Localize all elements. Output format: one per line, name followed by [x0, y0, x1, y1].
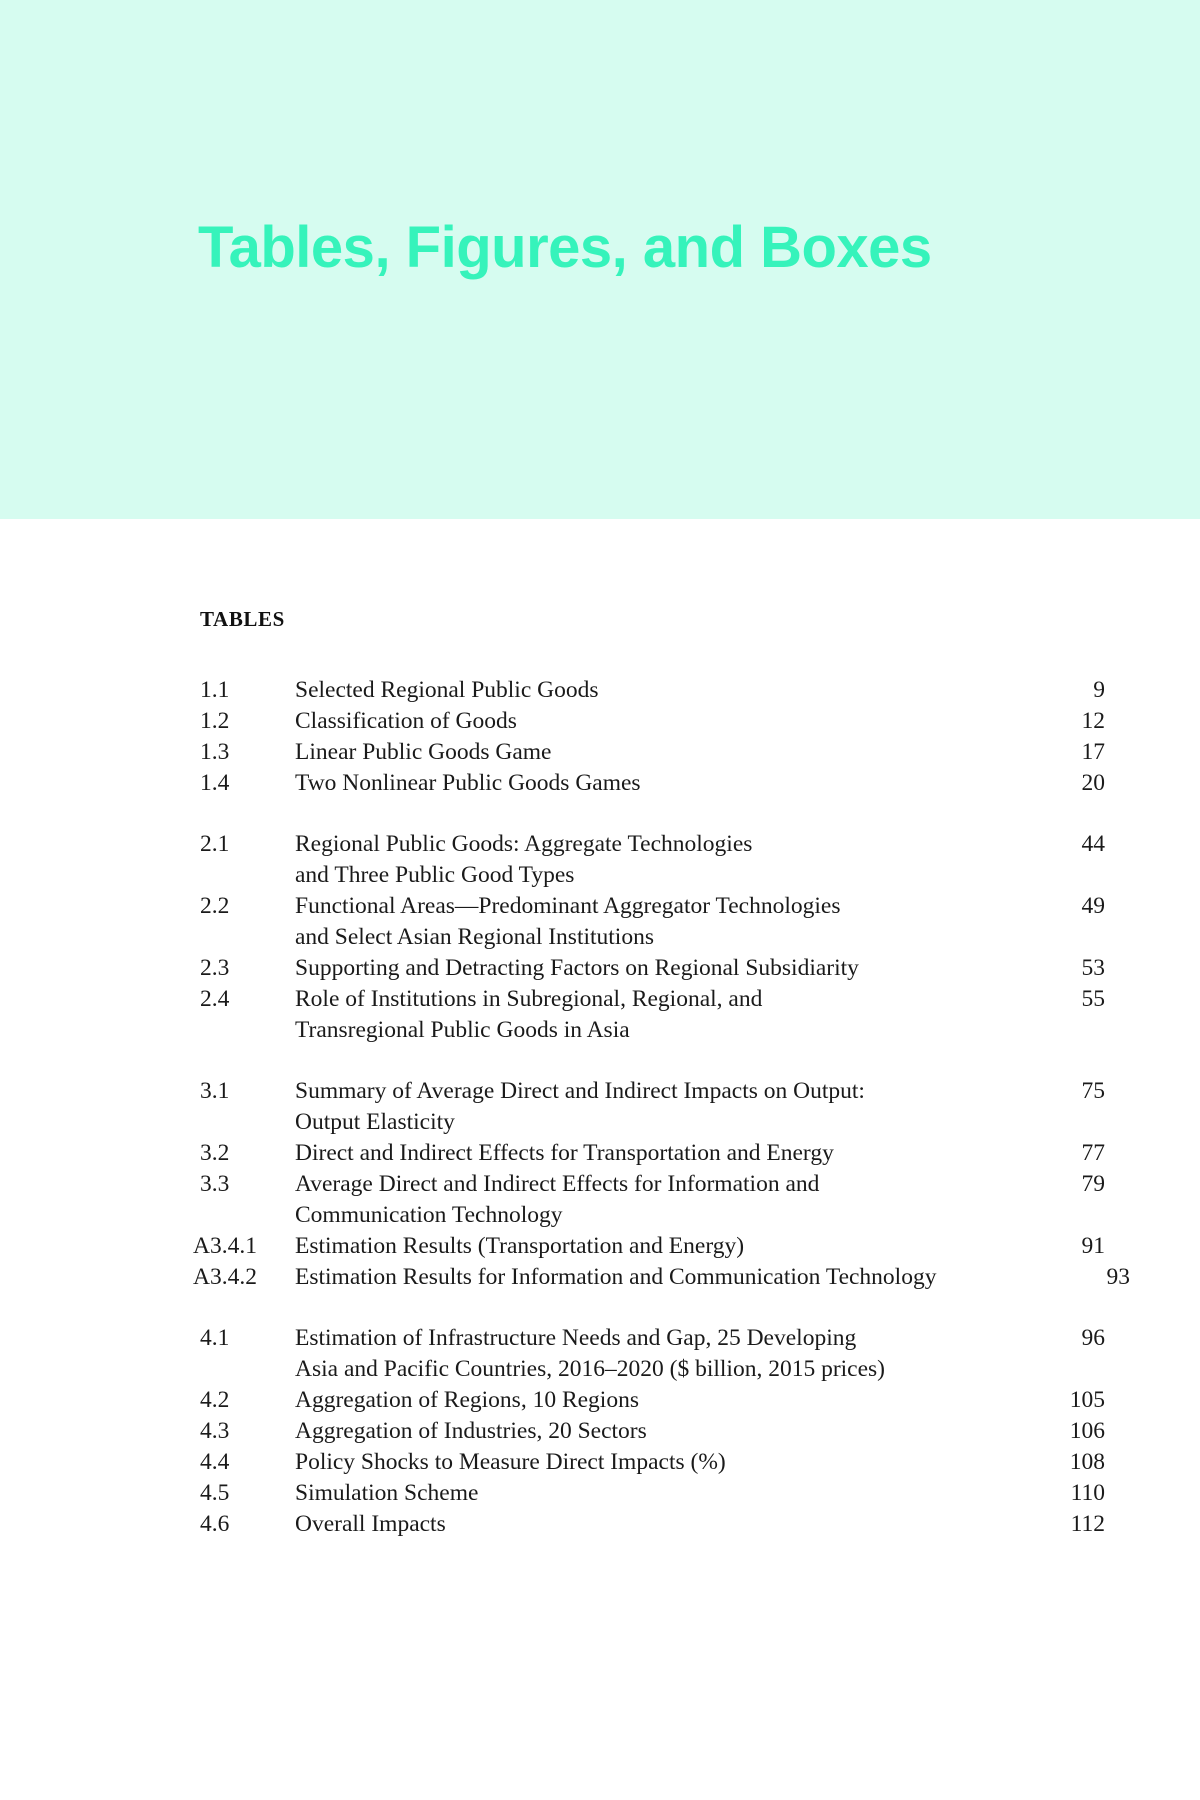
toc-group [0, 675, 1200, 799]
toc-content [0, 519, 1200, 1540]
toc-entry-title: Estimation Results (Transportation and Energy) [295, 1233, 745, 1259]
toc-entry-page-number: 75 [1081, 1078, 1105, 1104]
toc-entry-page-number: 96 [1081, 1325, 1105, 1351]
toc-entry-title-continuation: Asia and Pacific Countries, 2016–2020 ($ billion, 2015 prices) [295, 1356, 886, 1382]
toc-entry-line [0, 706, 1200, 737]
toc-entry-page-number: 44 [1081, 831, 1105, 857]
toc-entry[interactable] [0, 675, 1200, 706]
toc-entry[interactable] [0, 891, 1200, 953]
toc-entry-line [0, 1323, 1200, 1354]
toc-entry-title: Aggregation of Regions, 10 Regions [295, 1387, 639, 1413]
toc-entry-line [0, 1447, 1200, 1478]
toc-entry-title: Simulation Scheme [295, 1480, 479, 1506]
toc-entry-number: 4.6 [200, 1511, 230, 1537]
page-title: Tables, Figures, and Boxes [198, 215, 932, 280]
toc-entry-page-number: 79 [1081, 1171, 1105, 1197]
toc-entry-number: 4.3 [200, 1418, 230, 1444]
toc-entry-page-number: 55 [1081, 986, 1105, 1012]
toc-entry-title: Estimation Results for Information and Communication Technology [295, 1264, 937, 1290]
toc-entry-title-continuation: Output Elasticity [295, 1109, 455, 1135]
toc-entry-title: Regional Public Goods: Aggregate Technologies [295, 831, 753, 857]
toc-entry[interactable] [0, 1416, 1200, 1447]
toc-entry-number: 1.3 [200, 739, 230, 765]
toc-entry-line [0, 675, 1200, 706]
toc-entry-page-number: 91 [1081, 1233, 1105, 1259]
toc-entry[interactable] [0, 1385, 1200, 1416]
toc-entry-line [0, 891, 1200, 922]
toc-entry-page-number: 12 [1081, 708, 1105, 734]
toc-entry-title: Policy Shocks to Measure Direct Impacts (%) [295, 1449, 726, 1475]
toc-entry-page-number: 108 [1069, 1449, 1105, 1475]
toc-entry-title: Linear Public Goods Game [295, 739, 552, 765]
toc-entry-page-number: 93 [1106, 1264, 1130, 1290]
toc-entry-number: 2.1 [200, 831, 230, 857]
toc-group [0, 829, 1200, 1046]
toc-entry-line [0, 1169, 1200, 1200]
toc-entry-number: 4.1 [200, 1325, 230, 1351]
toc-entry-number: 4.5 [200, 1480, 230, 1506]
toc-entry-line [0, 737, 1200, 768]
toc-entry-title: Estimation of Infrastructure Needs and Gap, 25 Developing [295, 1325, 857, 1351]
toc-entry-line [0, 1076, 1200, 1107]
toc-entry[interactable] [0, 1323, 1200, 1385]
toc-entry-title: Selected Regional Public Goods [295, 677, 599, 703]
toc-entry-number: 1.1 [200, 677, 230, 703]
toc-entry-number: 3.3 [200, 1171, 230, 1197]
toc-entry-title-continuation: and Select Asian Regional Institutions [295, 924, 654, 950]
toc-entry-line [0, 1478, 1200, 1509]
toc-entry-page-number: 53 [1081, 955, 1105, 981]
toc-entry-title-continuation: Communication Technology [295, 1202, 563, 1228]
toc-entry-line [0, 984, 1200, 1015]
toc-entry-title: Functional Areas—Predominant Aggregator Technologies [295, 893, 841, 919]
toc-entry-line [0, 768, 1200, 799]
toc-entry-number: 2.3 [200, 955, 230, 981]
toc-entry-title: Classification of Goods [295, 708, 517, 734]
toc-entry[interactable] [0, 1478, 1200, 1509]
toc-entry[interactable] [0, 1262, 1200, 1293]
toc-entry-title: Supporting and Detracting Factors on Regional Subsidiarity [295, 955, 859, 981]
toc-entry-line [0, 1231, 1200, 1262]
table-of-contents-list [0, 675, 1200, 1540]
toc-entry-page-number: 110 [1070, 1480, 1105, 1506]
toc-entry-number: 1.2 [200, 708, 230, 734]
toc-entry-title: Overall Impacts [295, 1511, 446, 1537]
toc-entry[interactable] [0, 1509, 1200, 1540]
toc-entry-title: Direct and Indirect Effects for Transportation and Energy [295, 1140, 834, 1166]
toc-entry[interactable] [0, 953, 1200, 984]
toc-entry-number: 3.2 [200, 1140, 230, 1166]
toc-entry-number: 4.2 [200, 1387, 230, 1413]
toc-group [0, 1076, 1200, 1293]
toc-entry-page-number: 17 [1081, 739, 1105, 765]
toc-entry-title: Role of Institutions in Subregional, Regional, and [295, 986, 763, 1012]
page-header-banner [0, 0, 1200, 519]
toc-entry-number: 3.1 [200, 1078, 230, 1104]
toc-entry-title: Average Direct and Indirect Effects for Information and [295, 1171, 820, 1197]
toc-entry[interactable] [0, 768, 1200, 799]
toc-entry-number: 2.2 [200, 893, 230, 919]
toc-entry-page-number: 9 [1093, 677, 1105, 703]
toc-entry[interactable] [0, 1169, 1200, 1231]
toc-entry[interactable] [0, 737, 1200, 768]
toc-entry[interactable] [0, 1231, 1200, 1262]
toc-entry-line [0, 1416, 1200, 1447]
toc-entry-title: Summary of Average Direct and Indirect Impacts on Output: [295, 1078, 865, 1104]
toc-entry[interactable] [0, 1076, 1200, 1138]
toc-entry-page-number: 105 [1069, 1387, 1105, 1413]
toc-entry-title-continuation: Transregional Public Goods in Asia [295, 1017, 630, 1043]
toc-entry-title: Aggregation of Industries, 20 Sectors [295, 1418, 647, 1444]
toc-entry-line [0, 829, 1200, 860]
toc-entry-line [0, 953, 1200, 984]
toc-entry-title-continuation: and Three Public Good Types [295, 862, 575, 888]
toc-entry[interactable] [0, 706, 1200, 737]
toc-entry-number: 1.4 [200, 770, 230, 796]
toc-entry-page-number: 112 [1070, 1511, 1105, 1537]
toc-entry-number: 4.4 [200, 1449, 230, 1475]
section-heading-tables: TABLES [200, 607, 285, 631]
toc-entry-number: 2.4 [200, 986, 230, 1012]
toc-entry-title: Two Nonlinear Public Goods Games [295, 770, 641, 796]
toc-entry-line [0, 1262, 1200, 1293]
toc-entry[interactable] [0, 1138, 1200, 1169]
toc-entry-line [0, 1138, 1200, 1169]
toc-entry-line [0, 1385, 1200, 1416]
toc-entry[interactable] [0, 984, 1200, 1046]
toc-entry-number: A3.4.1 [193, 1233, 257, 1259]
toc-entry[interactable] [0, 1447, 1200, 1478]
toc-entry-number: A3.4.2 [193, 1264, 257, 1290]
toc-group [0, 1323, 1200, 1540]
toc-entry-page-number: 106 [1069, 1418, 1105, 1444]
toc-entry-page-number: 77 [1081, 1140, 1105, 1166]
toc-entry-page-number: 49 [1081, 893, 1105, 919]
toc-entry[interactable] [0, 829, 1200, 891]
toc-entry-line [0, 1509, 1200, 1540]
toc-entry-page-number: 20 [1081, 770, 1105, 796]
